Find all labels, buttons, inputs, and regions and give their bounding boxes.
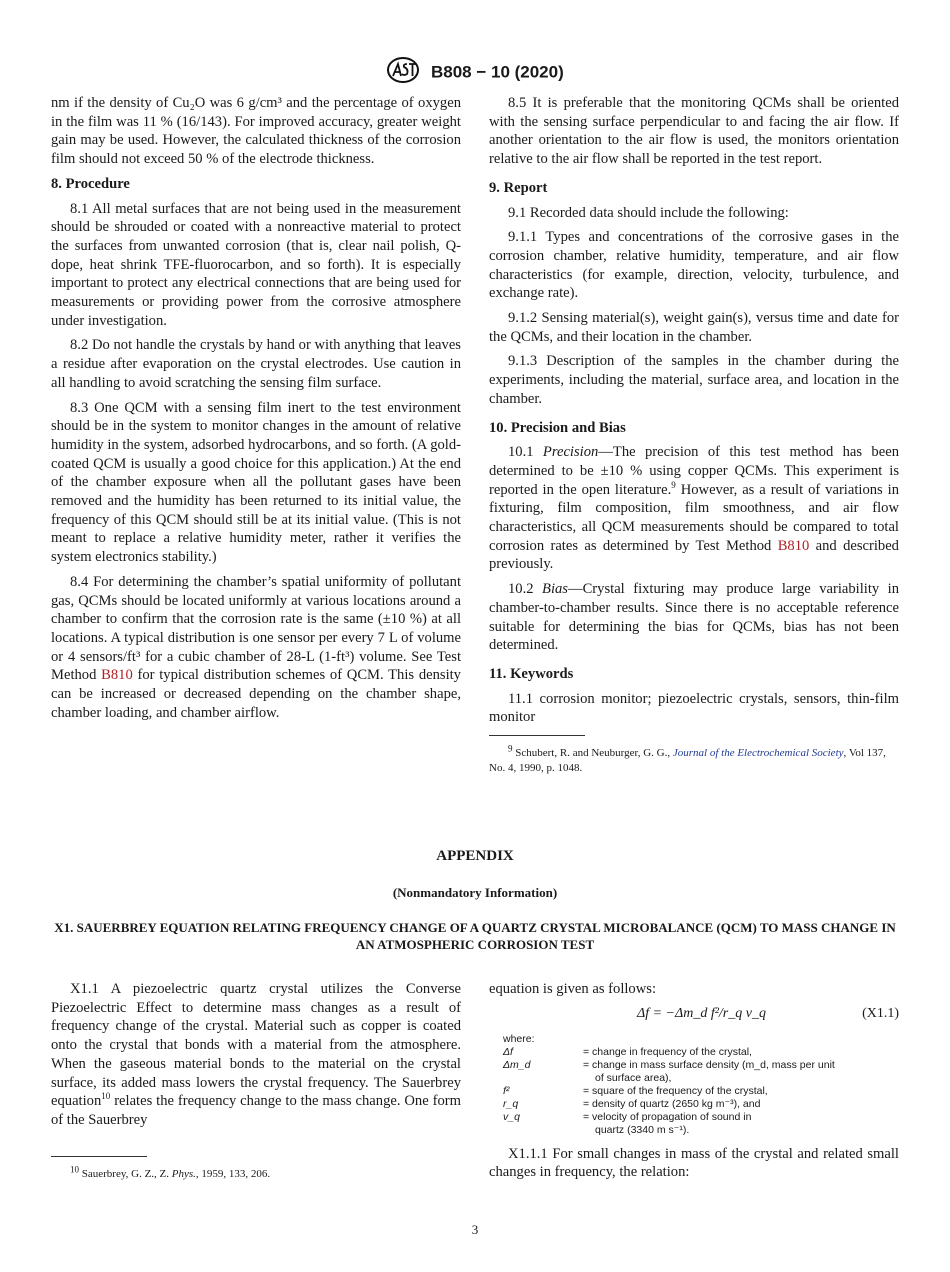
definition-continuation: of surface area),	[595, 1071, 672, 1084]
standard-designation: B808 − 10 (2020)	[430, 62, 564, 82]
footnote-divider	[489, 735, 585, 736]
paragraph-8-2: 8.2 Do not handle the crystals by hand or with anything that leaves a residue after evaporation on the crystal electrodes. Use caution in all handling to avoid scratching the sensing film surface.	[51, 337, 461, 391]
definition-symbol: Δm_d	[503, 1058, 531, 1071]
footnote-ref-9[interactable]: 9	[671, 479, 676, 490]
footnote-ref-10[interactable]: 10	[101, 1091, 111, 1102]
footnote-10-details: , 1959, 133, 206.	[195, 1167, 271, 1180]
paragraph-8-5: 8.5 It is preferable that the monitoring QCMs shall be oriented with the sensing surface perpendicular to and facing the air flow. If another orientation to the air flow is used, the monitors orientation relative to the air flow shall be reported in the test report.	[489, 95, 899, 168]
footnote-10-authors: Sauerbrey, G. Z., Z.	[81, 1167, 170, 1180]
paragraph-11-1: 11.1 corrosion monitor; piezoelectric crystals, sensors, thin-film monitor	[489, 690, 899, 726]
section-heading-keywords: 11. Keywords	[489, 665, 574, 682]
paragraph-equation-intro: equation is given as follows:	[489, 981, 656, 997]
definition-row	[503, 1059, 899, 1072]
definition-continuation: quartz (3340 m s⁻¹).	[595, 1123, 690, 1136]
right-column-bottom	[489, 980, 899, 1188]
section-heading-precision-bias: 10. Precision and Bias	[489, 419, 626, 436]
where-label: where:	[503, 1032, 535, 1045]
definition-row	[503, 1085, 899, 1098]
paragraph-9-1-3: 9.1.3 Description of the samples in the chamber during the experiments, including the material, surface area, and location in the chamber.	[489, 353, 899, 407]
paragraph-8-4	[51, 573, 461, 723]
appendix-x1-heading: X1. SAUERBREY EQUATION RELATING FREQUENCY CHANGE OF A QUARTZ CRYSTAL MICROBALANCE (QCM) TO MASS CHANGE IN AN ATMOSPHERIC CORROSION TEST	[54, 920, 896, 952]
paragraph-x1-1-1: X1.1.1 For small changes in mass of the crystal and related small changes in frequency, the relation:	[489, 1145, 899, 1181]
equation-body: Δf = −Δm_d f²/r_q v_q	[637, 1005, 766, 1021]
footnote-number: 10	[70, 1163, 79, 1174]
equation-x1-1	[489, 1005, 899, 1027]
footnote-number: 9	[508, 743, 513, 754]
paragraph-8-1: 8.1 All metal surfaces that are not being used in the measurement should be shrouded or coated with a nonreactive material to protect the surfaces from unwanted corrosion (that is, clear nail polish, Q-dope, heat shrink TFE-fluorocarbon, and so forth). It is especially important to protect any electrical connections that are being used for measurements or providing power from the corrosive atmosphere under investigation.	[51, 200, 461, 329]
paragraph-8-4-text: 8.4 For determining the chamber’s spatial uniformity of pollutant gas, QCMs should be located uniformly at various locations around a chamber to confirm that the corrosion rate is the same (±10 %) at all locations. A typical distribution is one sensor per every 7 L of volume or 4 sensors/ft³ for a cubic chamber of 28-L (1-ft³) volume. See Test Method	[51, 573, 461, 684]
left-column-top	[51, 94, 461, 729]
paragraph-9-1-1: 9.1.1 Types and concentrations of the corrosive gases in the corrosion chamber, relative humidity, temperature, and air flow characteristics (for example, direction, velocity, turbulence, and exchange rate).	[489, 229, 899, 302]
paragraph-10-1-text-mid: However, as a result of variations in fixturing, film composition, film smoothness, and air flow characteristics, all QCM measurements should be compared to total corrosion rates as determined by Test Method	[489, 481, 900, 554]
definition-symbol: Δf	[503, 1045, 513, 1058]
definition-text: = change in frequency of the crystal,	[583, 1045, 752, 1058]
variable-definitions	[503, 1033, 899, 1137]
paragraph-x1-1-text: X1.1 A piezoelectric quartz crystal utilizes the Converse Piezoelectric Effect to determine mass changes as a result of frequency change of the crystal. Material such as copper is coated onto the crystal that bonds with a material from the atmosphere. When the gaseous material bonds to the material on the crystal surface, its added mass lowers the crystal frequency. The Sauerbrey equation	[51, 981, 461, 1110]
footnote-9	[489, 743, 899, 776]
term-bias: Bias	[542, 581, 568, 598]
definition-symbol: v_q	[503, 1110, 520, 1123]
definition-text: = velocity of propagation of sound in	[583, 1110, 752, 1123]
link-b810[interactable]: B810	[101, 667, 133, 684]
definition-symbol: r_q	[503, 1097, 519, 1110]
paragraph-9-1: 9.1 Recorded data should include the following:	[508, 204, 789, 221]
paragraph-10-1-text: —The precision of this test method has been determined to be ±10 % using copper QCMs. This experiment is reported in the open literature.	[489, 444, 899, 498]
definition-row	[503, 1098, 899, 1111]
paragraph-10-1-text-end: and described previously.	[489, 537, 899, 573]
paragraph-10-1	[489, 443, 899, 574]
definition-symbol: f²	[503, 1084, 510, 1097]
paragraph-10-2-number: 10.2	[508, 581, 534, 598]
right-column-top	[489, 94, 899, 776]
definition-text: = square of the frequency of the crystal,	[583, 1084, 768, 1097]
footnote-9-authors: Schubert, R. and Neuburger, G. G.,	[515, 747, 671, 760]
astm-logo-icon	[386, 56, 420, 89]
equation-number: (X1.1)	[862, 1005, 899, 1021]
paragraph-10-2-text: —Crystal fixturing may produce large variability in chamber-to-chamber results. Since there is no acceptable reference suitable for determining the bias for QCMs, bias has not been determined.	[489, 581, 899, 654]
footnote-10	[51, 1163, 461, 1182]
page-header	[0, 56, 950, 89]
term-precision: Precision	[542, 444, 599, 461]
definition-row	[503, 1046, 899, 1059]
paragraph-10-1-number: 10.1	[508, 444, 534, 461]
appendix-subtitle: (Nonmandatory Information)	[392, 885, 558, 900]
definition-row	[503, 1111, 899, 1124]
section-heading-procedure: 8. Procedure	[51, 175, 130, 192]
left-column-bottom	[51, 980, 461, 1182]
paragraph-10-2	[489, 580, 899, 655]
paragraph-8-3: 8.3 One QCM with a sensing film inert to the test environment should be in the system to monitor changes in the amount of relative humidity in the system, adsorbed hydrocarbons, and so forth. (A gold-coated QCM is usually a good choice for this application.) At the end of the chamber exposure when all the pollutant gases have been removed and the humidity has been returned to its initial value, the frequency of this QCM should still be at its initial value. (This is not meant to replace a relative humidity meter, rather it verifies the system electronics stability.)	[51, 399, 461, 566]
footnote-9-journal-link[interactable]: Journal of the Electrochemical Society	[672, 747, 844, 760]
appendix-title: APPENDIX	[436, 848, 514, 864]
paragraph-9-1-2: 9.1.2 Sensing material(s), weight gain(s), versus time and date for the QCMs, and their location in the chamber.	[489, 310, 899, 345]
footnote-9-details: , Vol 137, No. 4, 1990, p. 1048.	[489, 747, 886, 775]
definition-text: = density of quartz (2650 kg m⁻³), and	[583, 1097, 761, 1110]
footnote-10-journal: Phys.	[171, 1167, 196, 1180]
paragraph-x1-1-text-end: relates the frequency change to the mass change. One form of the Sauerbrey	[51, 1093, 461, 1128]
section-heading-report: 9. Report	[489, 179, 548, 196]
link-b810[interactable]: B810	[777, 537, 810, 554]
paragraph-8-4-text-end: for typical distribution schemes of QCM. This density can be increased or decreased depending on the chamber shape, chamber loading, and chamber airflow.	[51, 667, 461, 721]
page-number: 3	[471, 1222, 479, 1237]
definition-text: = change in mass surface density (m_d, mass per unit	[583, 1058, 835, 1071]
footnote-divider	[51, 1156, 147, 1157]
paragraph-continuation: nm if the density of Cu₂O was 6 g/cm³ and the percentage of oxygen in the film was 11 % (16/143). For improved accuracy, greater weight gain may be used. However, the calculated thickness of the corrosion film should not exceed 50 % of the electrode thickness.	[51, 95, 461, 168]
paragraph-x1-1	[51, 980, 461, 1130]
